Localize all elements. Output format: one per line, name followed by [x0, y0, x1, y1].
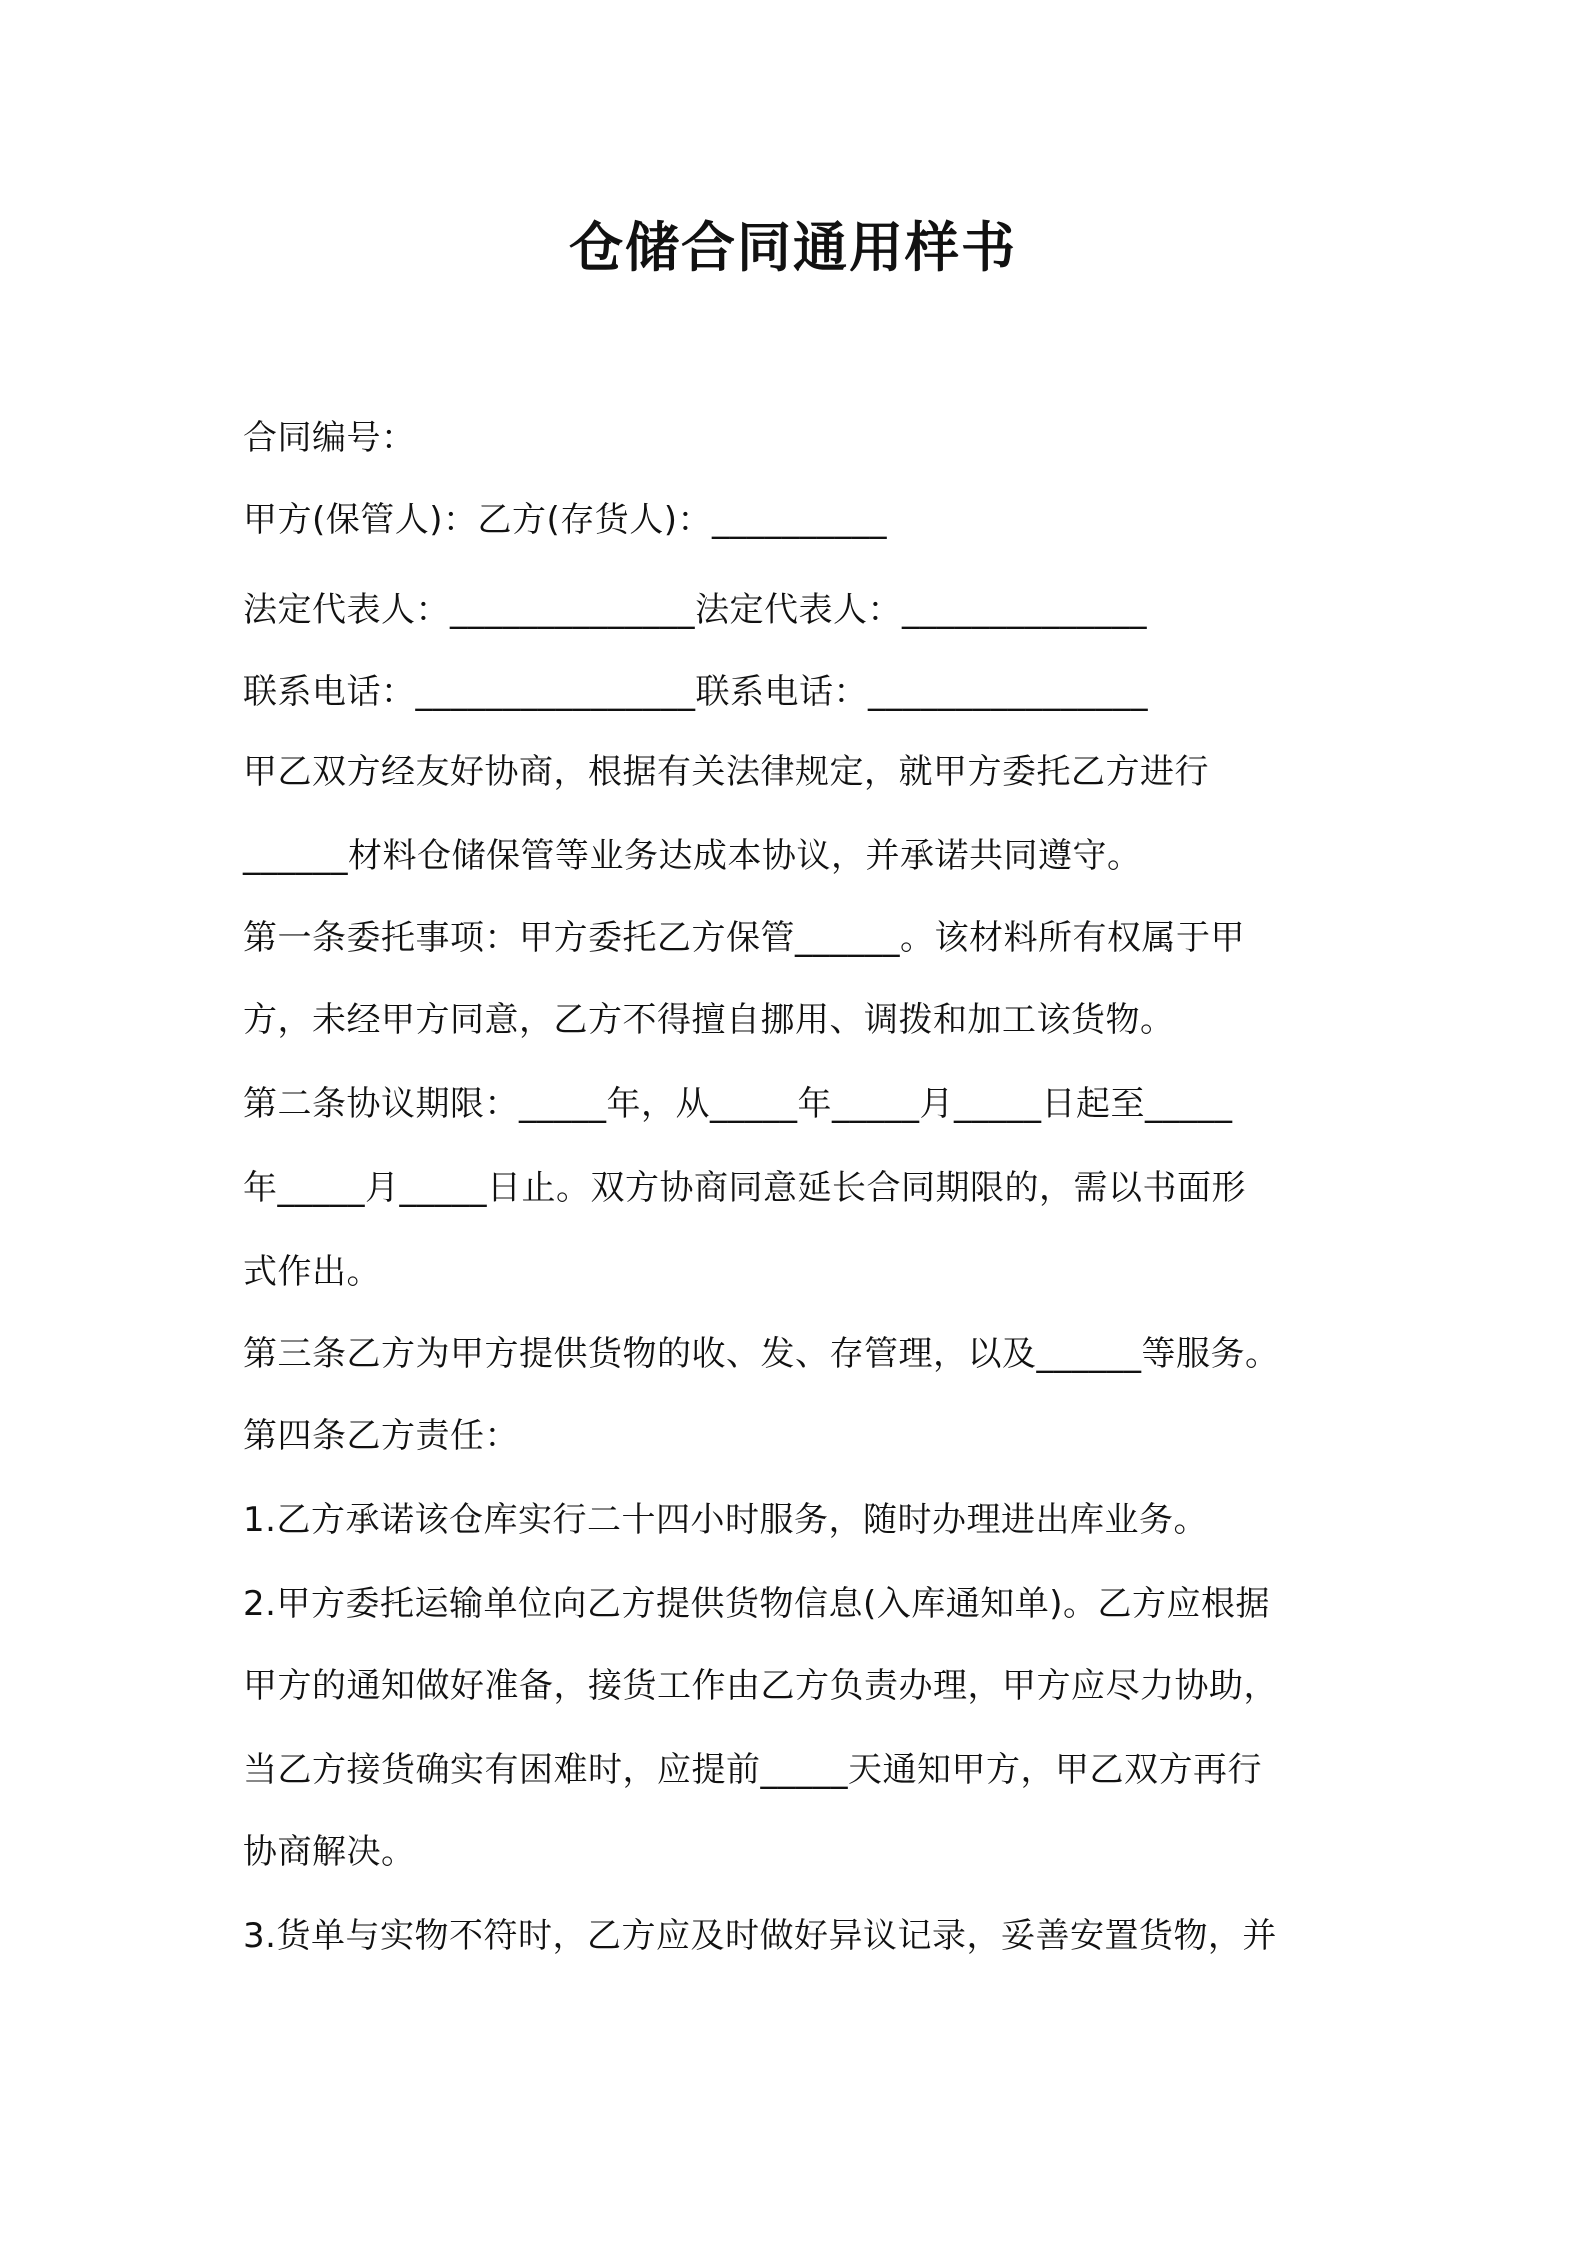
- document-title: 仓储合同通用样书: [569, 216, 1017, 279]
- contact-phone-line: 联系电话：________________联系电话：________________: [243, 672, 1148, 712]
- article-2-line-3: 式作出。: [243, 1252, 381, 1292]
- article-4-item-2-line-1: 2.甲方委托运输单位向乙方提供货物信息(入库通知单)。乙方应根据: [243, 1584, 1270, 1624]
- article-2-line-2: 年_____月_____日止。双方协商同意延长合同期限的，需以书面形: [243, 1168, 1246, 1208]
- article-4-item-2-line-3: 当乙方接货确实有困难时，应提前_____天通知甲方，甲乙双方再行: [243, 1750, 1262, 1790]
- article-3-line: 第三条乙方为甲方提供货物的收、发、存管理，以及______等服务。: [243, 1334, 1280, 1374]
- article-4-item-2-line-2: 甲方的通知做好准备，接货工作由乙方负责办理，甲方应尽力协助，: [243, 1666, 1278, 1706]
- article-1-line-1: 第一条委托事项：甲方委托乙方保管______。该材料所有权属于甲: [243, 918, 1245, 958]
- article-1-line-2: 方，未经甲方同意，乙方不得擅自挪用、调拨和加工该货物。: [243, 1000, 1175, 1040]
- legal-representative-line: 法定代表人：______________法定代表人：______________: [243, 590, 1147, 630]
- article-4-item-3-line-1: 3.货单与实物不符时，乙方应及时做好异议记录，妥善安置货物，并: [243, 1916, 1277, 1956]
- parties-line: 甲方(保管人)：乙方(存货人)：__________: [243, 500, 888, 540]
- article-2-line-1: 第二条协议期限：_____年，从_____年_____月_____日起至_____: [243, 1084, 1233, 1124]
- preamble-line-2: ______材料仓储保管等业务达成本协议，并承诺共同遵守。: [243, 836, 1142, 876]
- article-4-item-1: 1.乙方承诺该仓库实行二十四小时服务，随时办理进出库业务。: [243, 1500, 1208, 1540]
- article-4-heading: 第四条乙方责任：: [243, 1416, 519, 1456]
- contract-number-line: 合同编号：: [243, 418, 416, 458]
- article-4-item-2-line-4: 协商解决。: [243, 1832, 416, 1872]
- preamble-line-1: 甲乙双方经友好协商，根据有关法律规定，就甲方委托乙方进行: [243, 752, 1209, 792]
